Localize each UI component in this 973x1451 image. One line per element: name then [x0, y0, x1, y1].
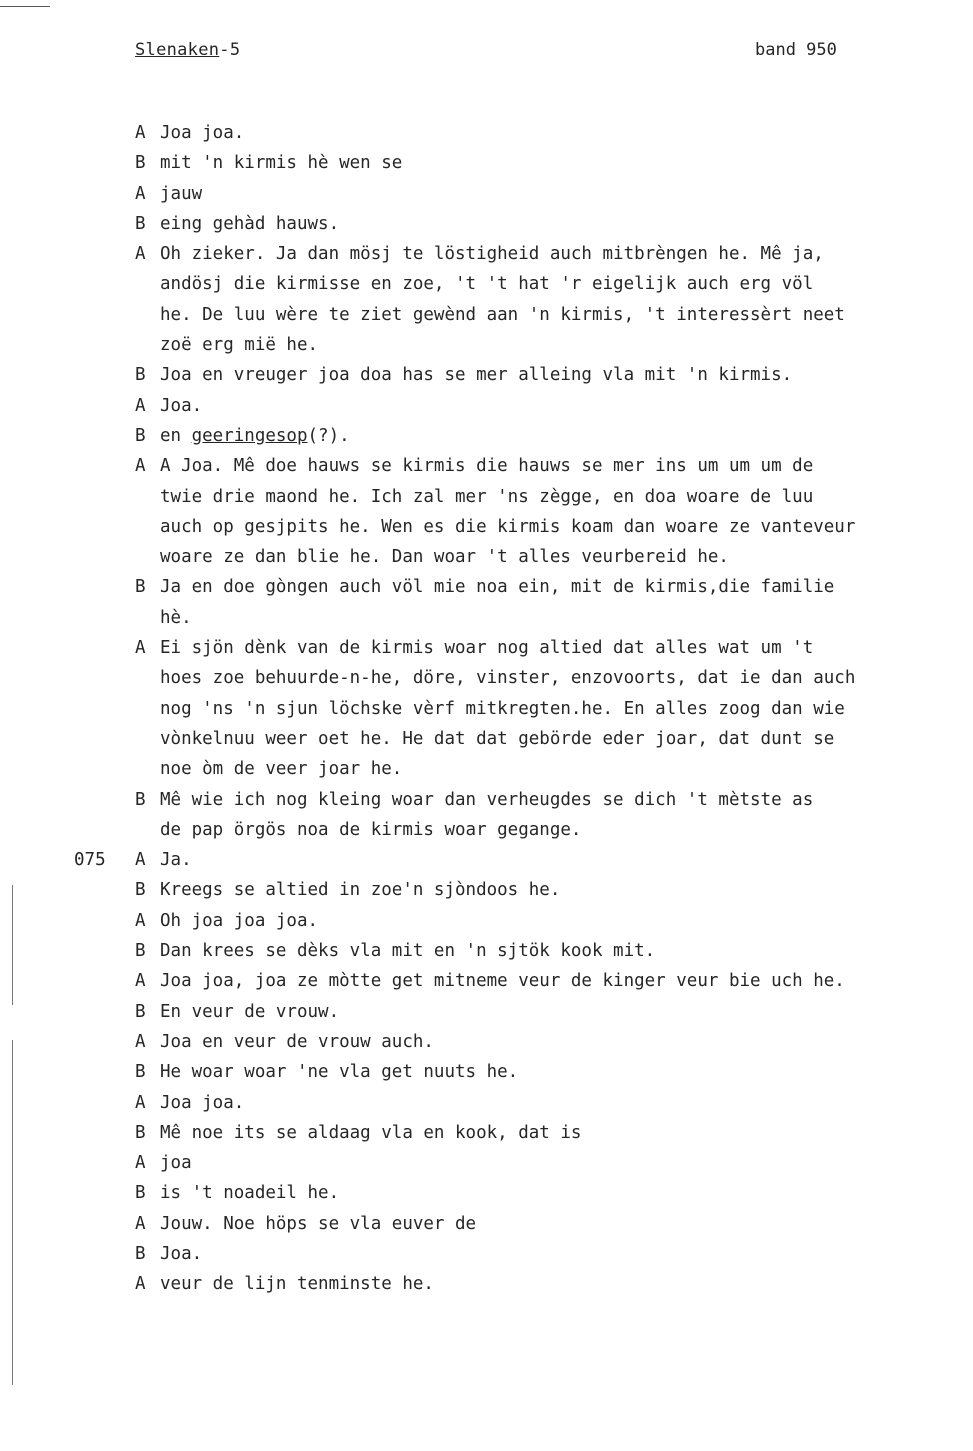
- turn-line: vònkelnuu weer oet he. He dat dat gebörde eder joar, dat dunt se: [160, 728, 835, 749]
- speaker-label: A: [135, 910, 146, 931]
- turn-line: woare ze dan blie he. Dan woar 't alles veurbereid he.: [160, 547, 729, 568]
- dialogue-turn: [0, 1209, 973, 1239]
- dialogue-turn: [0, 633, 973, 785]
- turn-line: twie drie maond he. Ich zal mer 'ns zègge, en doa woare de luu: [160, 486, 814, 507]
- speaker-label: A: [135, 183, 146, 204]
- page-suffix: -5: [219, 40, 241, 60]
- turn-text: veur de lijn tenminste he.: [160, 1274, 434, 1295]
- speaker-label: B: [135, 789, 146, 810]
- dialogue-turn: [0, 209, 973, 239]
- place-name: Slenaken: [135, 40, 220, 60]
- turn-line: En veur de vrouw.: [160, 1001, 340, 1022]
- speaker-label: A: [135, 638, 146, 659]
- turn-line: nog 'ns 'n sjun löchske vèrf mitkregten.he. En alles zoog dan wie: [160, 698, 845, 719]
- speaker-label: A: [135, 1153, 146, 1174]
- dialogue-turn: [0, 148, 973, 178]
- turn-line: Jouw. Noe höps se vla euver de: [160, 1213, 487, 1234]
- page-header: [0, 0, 973, 80]
- speaker-label: B: [135, 153, 146, 174]
- speaker-label: B: [135, 577, 146, 598]
- dialogue-turn: [0, 1269, 973, 1299]
- speaker-label: A: [135, 1213, 146, 1234]
- dialogue-turn: [0, 1148, 973, 1178]
- speaker-label: A: [135, 971, 146, 992]
- dialogue-turn: [0, 1118, 973, 1148]
- turn-line: hoes zoe behuurde-n-he, döre, vinster, enzovoorts, dat ie dan auch: [160, 668, 856, 689]
- turn-line: de pap örgös noa de kirmis woar gegange.: [160, 819, 582, 840]
- speaker-label: A: [135, 456, 146, 477]
- turn-line: Dan krees se dèks vla mit en 'n sjtök kook mit.: [160, 941, 656, 962]
- dialogue-turn: [0, 179, 973, 209]
- turn-line: Joa joa, joa ze mòtte get mitneme veur de kinger veur bie uch he.: [160, 971, 845, 992]
- turn-line: jauw: [160, 183, 203, 204]
- dialogue-turn: [0, 1178, 973, 1208]
- turn-line: auch op gesjpits he. Wen es die kirmis koam dan woare ze vanteveur: [160, 516, 856, 537]
- speaker-label: B: [135, 941, 146, 962]
- turn-text: (?).: [307, 425, 350, 446]
- turn-line: Ja.: [160, 850, 192, 871]
- turn-line: Kreegs se altied in zoe'n sjòndoos he.: [160, 880, 561, 901]
- turn-line: zoë erg mië he.: [160, 335, 319, 356]
- band-number: band 950: [755, 40, 837, 60]
- dialogue-turn: [0, 936, 973, 966]
- speaker-label: B: [135, 1183, 146, 1204]
- underlined-word: geeringesop: [191, 425, 308, 446]
- speaker-label: B: [135, 1001, 146, 1022]
- turn-line: is 't noadeil he.: [160, 1183, 340, 1204]
- turn-line: he. De luu wère te ziet gewènd aan 'n kirmis, 't interessèrt neet: [160, 304, 845, 325]
- speaker-label: A: [135, 1274, 146, 1295]
- turn-line: Joa joa.: [160, 123, 245, 143]
- turn-line: Ei sjön dènk van de kirmis woar nog altied dat alles wat um 't: [160, 638, 814, 659]
- turn-line: Joa.: [160, 1244, 203, 1264]
- dialogue-turn: [0, 785, 973, 846]
- speaker-label: B: [135, 365, 146, 386]
- dialogue-turn: [0, 875, 973, 905]
- dialogue-turn: [0, 1057, 973, 1087]
- speaker-label: A: [135, 244, 146, 265]
- dialogue-turn: [0, 421, 973, 451]
- speaker-label: B: [135, 1244, 146, 1264]
- document-title: [135, 40, 240, 60]
- turn-line: Mê wie ich nog kleing woar dan verheugdes se dich 't mètste as: [160, 789, 814, 810]
- dialogue-turn: [0, 1027, 973, 1057]
- speaker-label: A: [135, 1031, 146, 1052]
- speaker-label: A: [135, 395, 146, 416]
- speaker-label: B: [135, 213, 146, 234]
- turn-line: Joa en veur de vrouw auch.: [160, 1031, 434, 1052]
- dialogue-turn: [0, 845, 973, 875]
- turn-line: hè.: [160, 607, 192, 628]
- turn-line: joa: [160, 1153, 192, 1174]
- turn-line: [160, 1269, 434, 1299]
- turn-line: Mê noe its se aldaag vla en kook, dat is: [160, 1122, 582, 1143]
- turn-line: eing gehàd hauws.: [160, 213, 340, 234]
- dialogue-turn: [0, 391, 973, 421]
- turn-line: Joa joa.: [160, 1092, 245, 1113]
- turn-line: Oh zieker. Ja dan mösj te löstigheid auch mitbrèngen he. Mê ja,: [160, 244, 824, 265]
- speaker-label: B: [135, 1122, 146, 1143]
- dialogue-turn: [0, 118, 973, 148]
- speaker-label: B: [135, 425, 146, 446]
- speaker-label: B: [135, 880, 146, 901]
- dialogue-turn: [0, 239, 973, 360]
- dialogue-turn: [0, 572, 973, 633]
- dialogue-turn: [0, 966, 973, 996]
- turn-line: A Joa. Mê doe hauws se kirmis die hauws se mer ins um um um de: [160, 456, 814, 477]
- dialogue-turn: [0, 906, 973, 936]
- turn-line: [160, 421, 350, 451]
- turn-line: Ja en doe gòngen auch völ mie noa ein, mit de kirmis,die familie: [160, 577, 835, 598]
- turn-line: mit 'n kirmis hè wen se: [160, 153, 403, 174]
- transcript: [0, 118, 973, 1360]
- speaker-label: A: [135, 1092, 146, 1113]
- turn-text: en: [160, 425, 192, 446]
- dialogue-turn: [0, 997, 973, 1027]
- dialogue-turn: [0, 1239, 973, 1269]
- turn-line: Joa en vreuger joa doa has se mer alleing vla mit 'n kirmis.: [160, 365, 793, 386]
- dialogue-turn: [0, 360, 973, 390]
- header-rule: [0, 6, 50, 7]
- turn-line: andösj die kirmisse en zoe, 't 't hat 'r eigelijk auch erg völ: [160, 274, 814, 295]
- dialogue-turn: [0, 1330, 973, 1360]
- speaker-label: B: [135, 1062, 146, 1083]
- speaker-label: A: [135, 123, 146, 143]
- turn-line: Joa.: [160, 395, 203, 416]
- turn-line: noe òm de veer joar he.: [160, 759, 403, 780]
- tape-counter: 075: [74, 850, 106, 871]
- turn-line: Oh joa joa joa.: [160, 910, 319, 931]
- turn-line: He woar woar 'ne vla get nuuts he.: [160, 1062, 519, 1083]
- dialogue-turn: [0, 451, 973, 572]
- dialogue-turn: [0, 1300, 973, 1330]
- speaker-label: A: [135, 850, 146, 871]
- dialogue-turn: [0, 1088, 973, 1118]
